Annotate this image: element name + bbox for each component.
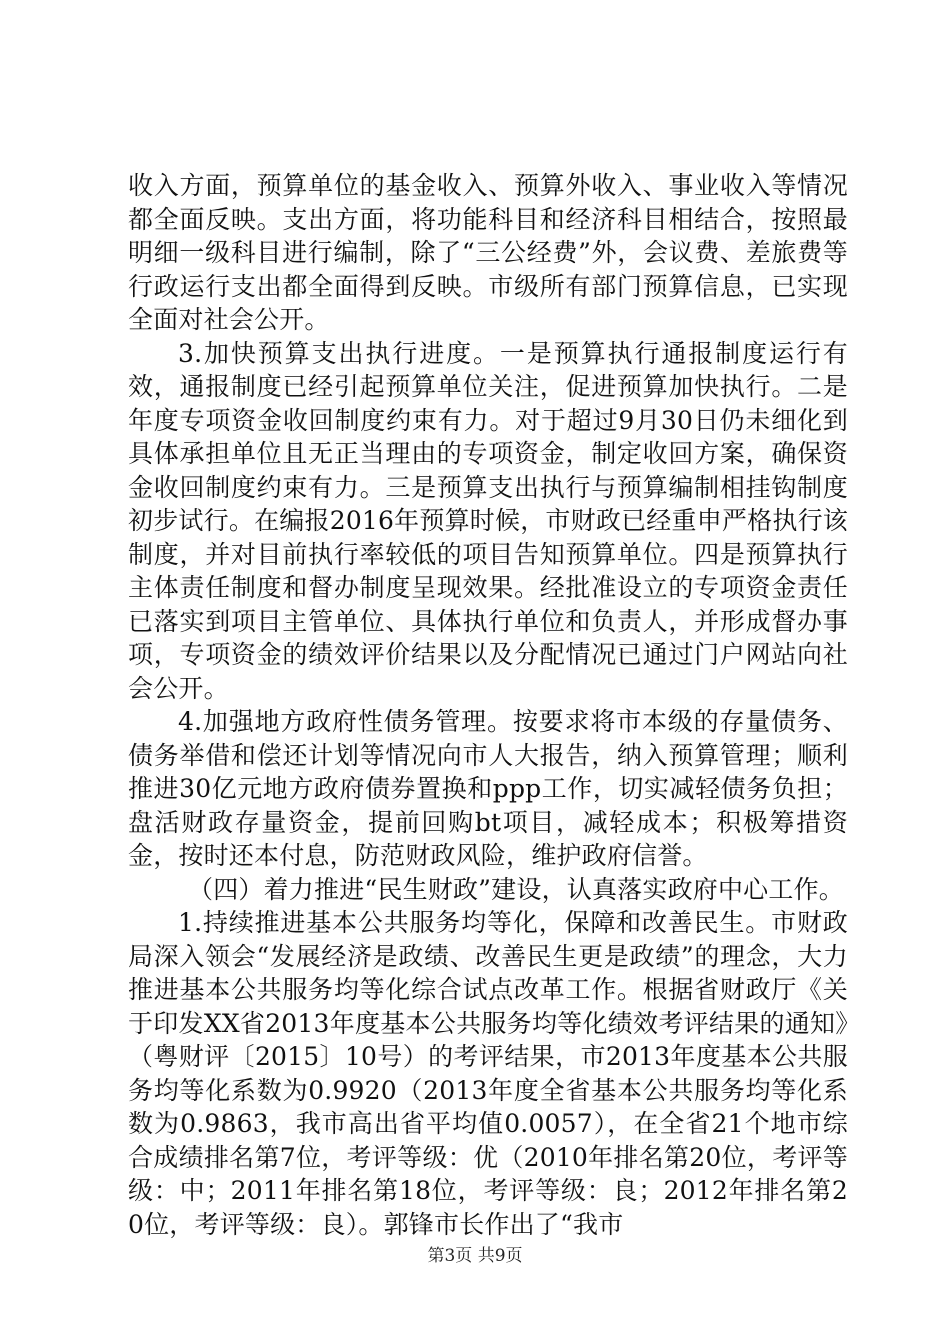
paragraph-revenue-expenditure: 收入方面，预算单位的基金收入、预算外收入、事业收入等情况都全面反映。支出方面，将功能科目和经济科目相结合，按照最明细一级科目进行编制，除了“三公经费”外，会议费、差旅费等行政运行支出都全面得到反映。市级所有部门预算信息，已实现全面对社会公开。 — [128, 171, 848, 334]
page-footer: 第3页 共9页 — [427, 1246, 523, 1266]
section-heading-livelihood-finance: （四）着力推进“民生财政”建设，认真落实政府中心工作。 — [188, 874, 844, 904]
paragraph-debt-management: 4.加强地方政府性债务管理。按要求将市本级的存量债务、债务举借和偿还计划等情况向市人大报告，纳入预算管理；顺利推进30亿元地方政府债券置换和ppp工作，切实减轻债务负担；盘活财政存量资金，提前回购bt项目，减轻成本；积极筹措资金，按时还本付息，防范财政风险，维护政府信誉。 — [128, 707, 848, 870]
paragraph-public-services: 1.持续推进基本公共服务均等化，保障和改善民生。市财政局深入领会“发展经济是政绩、改善民生更是政绩”的理念，大力推进基本公共服务均等化综合试点改革工作。根据省财政厅《关于印发XX省2013年度基本公共服务均等化绩效考评结果的通知》（粤财评〔2015〕10号）的考评结果，市2013年度基本公共服务均等化系数为0.9920（2013年度全省基本公共服务均等化系数为0.9863，我市高出省平均值0.0057），在全省21个地市综合成绩排名第7位，考评等级：优（2010年排名第20位，考评等级：中；2011年排名第18位，考评等级：良；2012年排名第20位，考评等级：良）。郭锋市长作出了“我市 — [128, 908, 848, 1239]
document-body — [128, 169, 848, 1241]
paragraph-budget-execution: 3.加快预算支出执行进度。一是预算执行通报制度运行有效，通报制度已经引起预算单位关注，促进预算加快执行。二是年度专项资金收回制度约束有力。对于超过9月30日仍未细化到具体承担单位且无正当理由的专项资金，制定收回方案，确保资金收回制度约束有力。三是预算支出执行与预算编制相挂钩制度初步试行。在编报2016年预算时候，市财政已经重申严格执行该制度，并对目前执行率较低的项目告知预算单位。四是预算执行主体责任制度和督办制度呈现效果。经批准设立的专项资金责任已落实到项目主管单位、具体执行单位和负责人，并形成督办事项，专项资金的绩效评价结果以及分配情况已通过门户网站向社会公开。 — [128, 338, 848, 703]
